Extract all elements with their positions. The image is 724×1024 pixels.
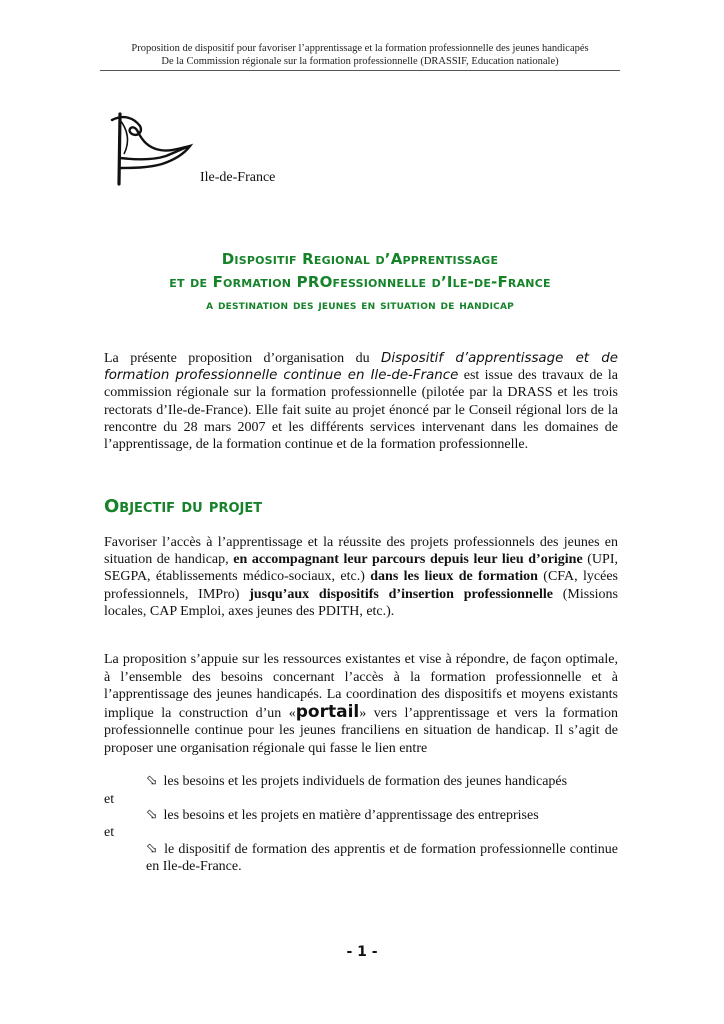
bullet-text-2: les besoins et les projets en matière d’apprentissage des entreprises — [163, 808, 539, 823]
list-item — [146, 841, 618, 875]
portail-term: portail — [295, 701, 360, 722]
header-line-2: De la Commission régionale sur la formation professionnelle (DRASSIF, Education nationale) — [161, 56, 559, 67]
objectif-bold-1: en accompagnant leur parcours depuis leur lieu d’origine — [233, 552, 583, 568]
list-item — [146, 773, 618, 790]
header-divider — [100, 70, 620, 71]
arrow-bullet-icon: ⬂ — [146, 774, 158, 789]
objectif-bold-3: jusqu’aux dispositifs d’insertion professionnelle — [249, 586, 553, 602]
title-line-3: a destination des jeunes en situation de handicap — [206, 298, 514, 313]
bullet-text-1: les besoins et les projets individuels de formation des jeunes handicapés — [163, 774, 568, 789]
section-heading-objectif: Objectif du projet — [104, 496, 263, 517]
intro-text-1: La présente proposition d’organisation du — [104, 351, 382, 366]
objectif-text-2: (UPI, SEGPA, établissements médico-sociaux, etc.) — [104, 552, 618, 585]
page-header — [100, 42, 620, 68]
proposition-text-2: » vers l’apprentissage et vers la formation professionnelle continue pour les jeunes franciliens en situation de handicap. Il s’agit de proposer une organisation régionale qui fasse le lien entre — [104, 705, 618, 756]
region-name: Ile-de-France — [200, 170, 276, 185]
bullet-text-3: le dispositif de formation des apprentis et de formation professionnelle continue en Ile-de-France. — [146, 842, 619, 875]
title-line-1: Dispositif Regional d’Apprentissage — [221, 250, 499, 268]
objectif-bold-2: dans les lieux de formation — [370, 569, 538, 585]
arrow-bullet-icon: ⬂ — [146, 842, 158, 857]
objectif-paragraph — [104, 534, 618, 620]
intro-italic: Dispositif d’apprentissage et de formation professionnelle continue en Ile-de-France — [104, 351, 618, 384]
page-number: - 1 - — [346, 944, 378, 960]
list-item — [146, 807, 618, 824]
title-line-2: et de Formation PROfessionnelle d’Ile-de-France — [169, 273, 551, 291]
flag-logo-icon — [104, 110, 196, 186]
objectif-text-1: Favoriser l’accès à l’apprentissage et la réussite des projets professionnels des jeunes en situation de handicap, — [104, 535, 618, 568]
proposition-paragraph — [104, 651, 618, 758]
intro-text-2: est issue des travaux de la commission régionale sur la formation professionnelle (pilotée par la DRASS et les trois rectorats d’Ile-de-France). Elle fait suite au projet énoncé par le Conseil régional lors de la rencontre du 28 mars 2007 et les différents services intervenant dans les domaines de l’apprentissage, de la formation continue et de la formation professionnelle. — [104, 368, 618, 453]
intro-paragraph — [104, 350, 618, 453]
objectif-text-4: (Missions locales, CAP Emploi, axes jeunes des PDITH, etc.). — [104, 586, 619, 619]
connector-et-2: et — [104, 825, 115, 840]
objectif-text-3: (CFA, lycées professionnels, IMPro) — [104, 569, 618, 602]
proposition-text-1: La proposition s’appuie sur les ressources existantes et vise à répondre, de façon optimale, à l’ensemble des besoins concernant l’accès à la formation professionnelle et à l’apprentissage des jeunes handicapés. La coordination des dispositifs et moyens existants implique la construction d’un « — [104, 652, 618, 721]
document-title — [100, 248, 620, 317]
connector-et-1: et — [104, 792, 115, 807]
header-line-1: Proposition de dispositif pour favoriser l’apprentissage et la formation professionnelle des jeunes handicapés — [131, 43, 589, 54]
arrow-bullet-icon: ⬂ — [146, 808, 158, 823]
